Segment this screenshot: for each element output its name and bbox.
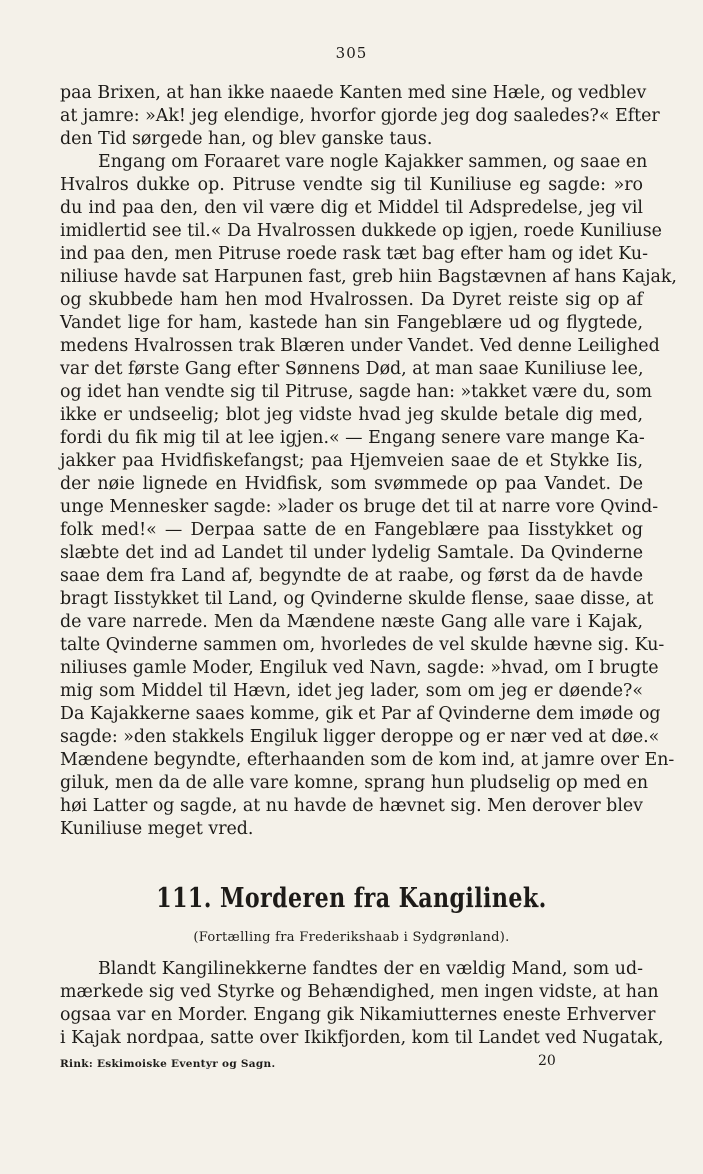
chapter-title: 111. Morderen fra Kangilinek. [156, 883, 547, 914]
text-line: du ind paa den, den vil være dig et Middel til Adspredelse, jeg vil [60, 198, 643, 218]
text-line: fordi du fik mig til at lee igjen.« — Engang senere vare mange Ka- [60, 428, 645, 448]
text-line: Vandet lige for ham, kastede han sin Fangeblære ud og flygtede, [60, 313, 643, 333]
text-line: Mændene begyndte, efterhaanden som de kom ind, at jamre over En- [60, 750, 675, 770]
text-line: folk med!« — Derpaa satte de en Fangeblære paa Iisstykket og [60, 520, 643, 540]
text-line: at jamre: »Ak! jeg elendige, hvorfor gjorde jeg dog saaledes?« Efter [60, 106, 660, 126]
text-line: jakker paa Hvidfiskefangst; paa Hjemveien saae de et Stykke Iis, [60, 451, 643, 471]
text-line: var det første Gang efter Sønnens Død, at man saae Kuniliuse lee, [60, 359, 644, 379]
text-line: ind paa den, men Pitruse roede rask tæt bag efter ham og idet Ku- [60, 244, 648, 264]
text-line: medens Hvalrossen trak Blæren under Vandet. Ved denne Leilighed [60, 336, 660, 356]
text-line: giluk, men da de alle vare komne, sprang hun pludselig op med en [60, 773, 649, 793]
text-line: mig som Middel til Hævn, idet jeg lader, som om jeg er døende?« [60, 681, 643, 701]
text-line: høi Latter og sagde, at nu havde de hævnet sig. Men derover blev [60, 796, 643, 816]
text-line: og idet han vendte sig til Pitruse, sagde han: »takket være du, som [60, 382, 653, 402]
text-line: paa Brixen, at han ikke naaede Kanten med sine Hæle, og vedblev [60, 83, 647, 103]
text-line: slæbte det ind ad Landet til under lydelig Samtale. Da Qvinderne [60, 543, 643, 563]
text-line: niliuses gamle Moder, Engiluk ved Navn, sagde: »hvad, om I brugte [60, 658, 659, 678]
text-line: Kuniliuse meget vred. [60, 819, 254, 839]
text-line: de vare narrede. Men da Mændene næste Gang alle vare i Kajak, [60, 612, 643, 632]
text-line: bragt Iisstykket til Land, og Qvinderne skulde flense, saae disse, at [60, 589, 654, 609]
footer-source-line: Rink: Eskimoiske Eventyr og Sagn. [60, 1058, 276, 1070]
text-line: talte Qvinderne sammen om, hvorledes de vel skulde hævne sig. Ku- [60, 635, 665, 655]
text-line: unge Mennesker sagde: »lader os bruge det til at narre vore Qvind- [60, 497, 659, 517]
text-line: Blandt Kangilinekkerne fandtes der en vældig Mand, som ud- [98, 959, 643, 979]
chapter-subtitle: (Fortælling fra Frederikshaab i Sydgrønland). [193, 930, 510, 945]
text-line: ogsaa var en Morder. Engang gik Nikamiutternes eneste Erhverver [60, 1005, 656, 1025]
text-line: sagde: »den stakkels Engiluk ligger deroppe og er nær ved at døe.« [60, 727, 660, 747]
text-line: der nøie lignede en Hvidfisk, som svømmede op paa Vandet. De [60, 474, 643, 494]
story-text-top [60, 82, 677, 841]
page-number: 305 [335, 44, 368, 62]
text-line: den Tid sørgede han, og blev ganske taus. [60, 129, 433, 149]
text-line: i Kajak nordpaa, satte over Ikikfjorden, kom til Landet ved Nugatak, [60, 1028, 664, 1048]
text-line: Engang om Foraaret vare nogle Kajakker sammen, og saae en [98, 152, 648, 172]
text-line: og skubbede ham hen mod Hvalrossen. Da Dyret reiste sig op af [60, 290, 643, 310]
footer-signature-number: 20 [538, 1053, 556, 1069]
text-line: ikke er undseelig; blot jeg vidste hvad jeg skulde betale dig med, [60, 405, 643, 425]
text-line: Hvalros dukke op. Pitruse vendte sig til Kuniliuse eg sagde: »ro [60, 175, 643, 195]
text-line: saae dem fra Land af, begyndte de at raabe, og først da de havde [60, 566, 643, 586]
text-line: Da Kajakkerne saaes komme, gik et Par af Qvinderne dem imøde og [60, 704, 661, 724]
text-line: imidlertid see til.« Da Hvalrossen dukkede op igjen, roede Kuniliuse [60, 221, 662, 241]
story-text-bottom [60, 958, 664, 1050]
text-line: niliuse havde sat Harpunen fast, greb hiin Bagstævnen af hans Kajak, [60, 267, 677, 287]
text-line: mærkede sig ved Styrke og Behændighed, men ingen vidste, at han [60, 982, 659, 1002]
